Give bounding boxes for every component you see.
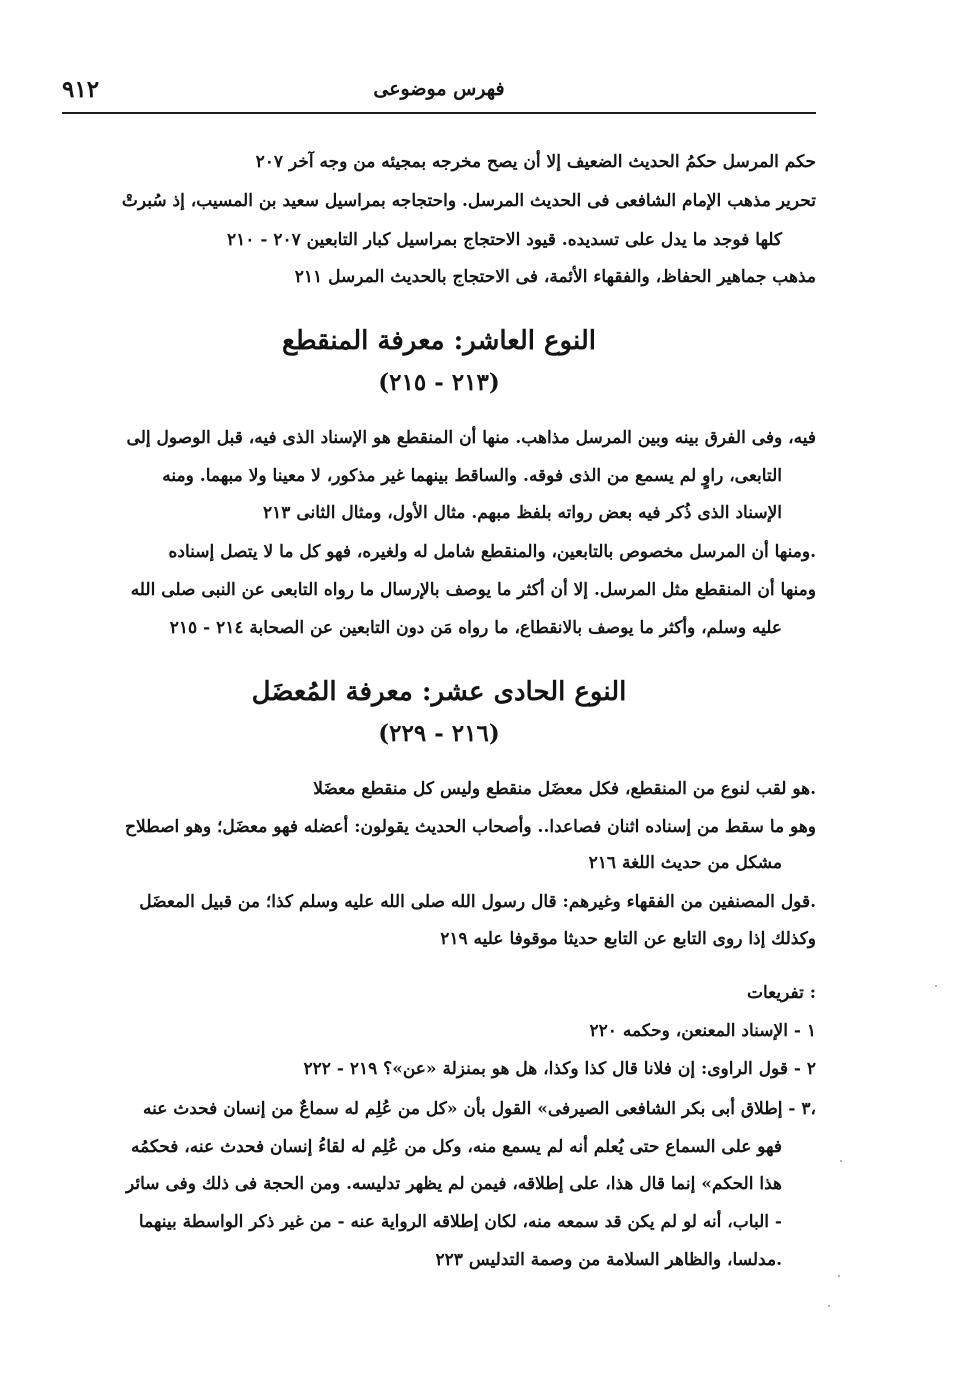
section-title: النوع الحادى عشر: معرفة المُعضَل — [251, 677, 627, 707]
scan-speck — [838, 1275, 840, 1277]
branch-line: الباب، أنه لو لم يكن قد سمعه منه، لكان إطلاقه الرواية عنه - من غير ذكر الواسطة بينهما - — [138, 1212, 782, 1232]
section-line: ومنها أن المنقطع مثل المرسل. إلا أن أكثر ما يوصف بالإرسال ما رواه التابعى عن النبى صلى الله — [130, 580, 816, 600]
section-range: (٢١٣ - ٢١٥) — [378, 369, 500, 396]
intro-line: حكم المرسل حكمُ الحديث الضعيف إلا أن يصح مخرجه بمجيئه من وجه آخر ٢٠٧ — [255, 152, 816, 172]
intro-line: مذهب جماهير الحفاظ، والفقهاء الأئمة، فى الاحتجاج بالحديث المرسل ٢١١ — [294, 267, 816, 287]
running-title: فهرس موضوعى — [373, 78, 505, 100]
branch-line: هذا الحكم» إنما قال هذا، على إطلاقه، فيمن لم يظهر تدليسه. ومن الحجة فى ذلك وفى سائر — [125, 1174, 782, 1194]
section-line: وهو ما سقط من إسناده اثنان فصاعدا.. وأصحاب الحديث يقولون: أعضله فهو معضَل؛ وهو اصطلاح — [125, 817, 816, 837]
section-range: (٢١٦ - ٢٢٩) — [378, 720, 500, 747]
branch-line: مدلسا، والظاهر السلامة من وصمة التدليس ٢٢٣. — [435, 1250, 782, 1270]
section-line: ومنها أن المرسل مخصوص بالتابعين، والمنقطع شامل له ولغيره، فهو كل ما لا يتصل إسناده. — [168, 542, 816, 562]
section-line: وكذلك إذا روى التابع عن التابع حديثا موقوفا عليه ٢١٩ — [440, 929, 816, 949]
intro-line: تحرير مذهب الإمام الشافعى فى الحديث المرسل. واحتجاجه بمراسيل سعيد بن المسيب، إذ سُبرتْ — [121, 191, 816, 211]
section-line: الإسناد الذى ذُكر فيه بعض رواته بلفظ مبهم. مثال الأول، ومثال الثانى ٢١٣ — [263, 503, 782, 523]
section-line: قول المصنفين من الفقهاء وغيرهم: قال رسول الله صلى الله عليه وسلم كذا؛ من قبيل المعضَل. — [139, 892, 816, 912]
branch-item: ٢ - قول الراوى: إن فلانا قال كذا وكذا، هل هو بمنزلة «عن»؟ ٢١٩ - ٢٢٢ — [303, 1059, 816, 1079]
section-line: فيه، وفى الفرق بينه وبين المرسل مذاهب. منها أن المنقطع هو الإسناد الذى فيه، قبل الوصول إلى — [126, 428, 816, 448]
section-line: عليه وسلم، وأكثر ما يوصف بالانقطاع، ما رواه مَن دون التابعين عن الصحابة ٢١٤ - ٢١٥ — [169, 618, 782, 638]
scan-speck — [840, 1160, 842, 1162]
page-header — [62, 74, 816, 114]
intro-line: كلها فوجد ما يدل على تسديده. قيود الاحتجاج بمراسيل كبار التابعين ٢٠٧ - ٢١٠ — [227, 230, 782, 250]
branch-item: ١ - الإسناد المعنعن، وحكمه ٢٢٠ — [589, 1021, 816, 1041]
section-title: النوع العاشر: معرفة المنقطع — [282, 326, 596, 356]
branches-label: تفريعات : — [746, 983, 816, 1003]
section-line: هو لقب لنوع من المنقطع، فكل معضَل منقطع وليس كل منقطع معضَلا. — [313, 779, 816, 799]
scan-speck — [828, 1305, 830, 1307]
section-line: التابعى، راوٍ لم يسمع من الذى فوقه. والساقط بينهما غير مذكور، لا معينا ولا مبهما. ومنه — [162, 466, 782, 486]
section-line: مشكل من حديث اللغة ٢١٦ — [588, 853, 782, 873]
page-number: ٩١٢ — [62, 76, 100, 103]
scan-speck — [935, 985, 937, 987]
branch-line: فهو على السماع حتى يُعلم أنه لم يسمع منه، وكل من عُلِم له لقاءُ إنسان فحدث عنه، فحكمُه — [130, 1137, 782, 1157]
branch-item: ٣ - إطلاق أبى بكر الشافعى الصيرفى» القول بأن «كل من عُلِم له سماعٌ من إنسان فحدث عنه، — [142, 1099, 816, 1119]
